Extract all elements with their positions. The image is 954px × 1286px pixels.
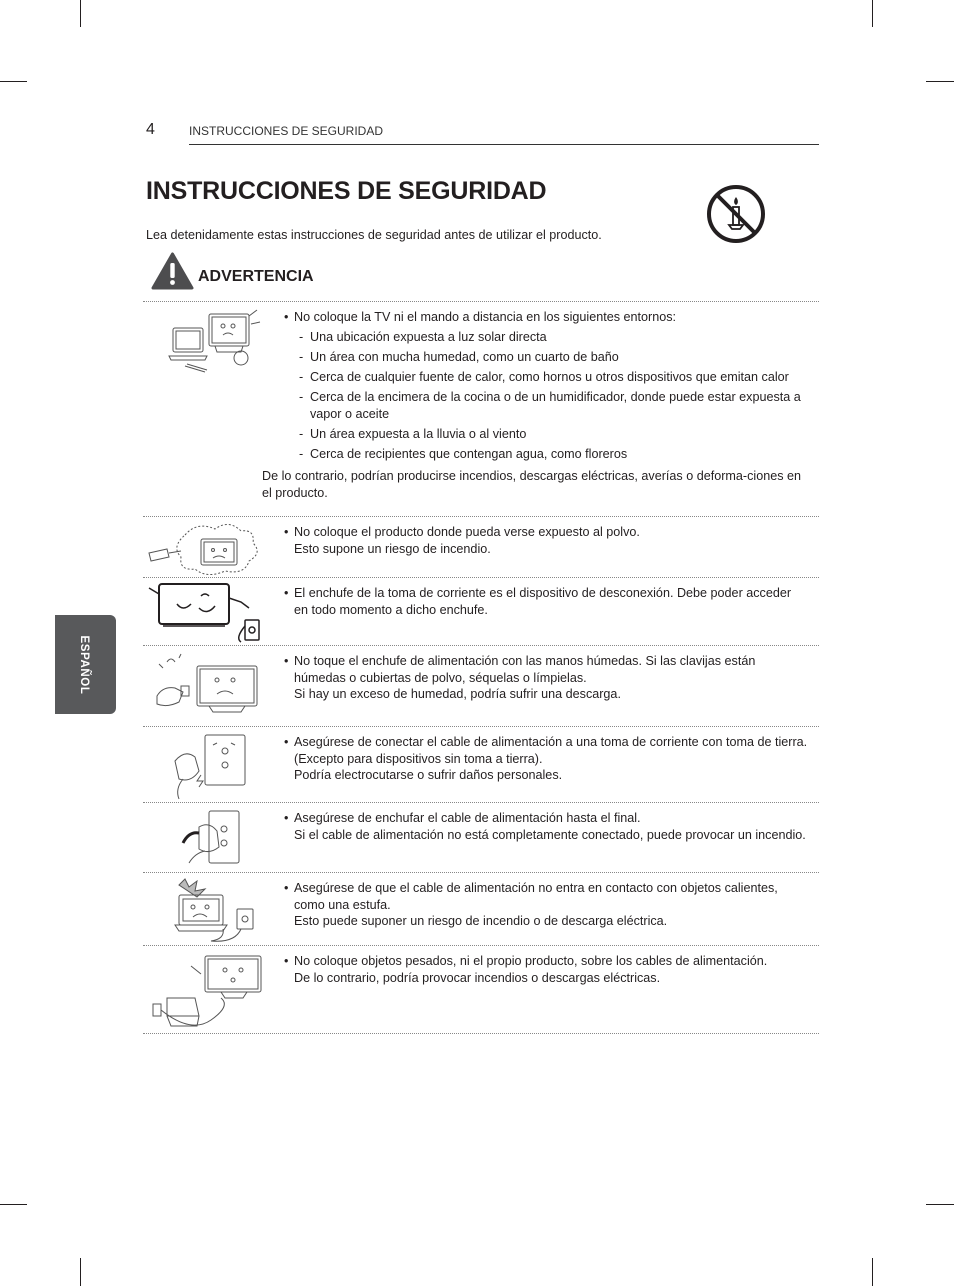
crop-mark [80, 1258, 81, 1286]
crop-mark [0, 1204, 27, 1205]
bullet-text: • No coloque objetos pesados, ni el propio producto, sobre los cables de alimentación. [278, 953, 808, 970]
crop-mark [926, 1204, 954, 1205]
bullet-text: • Asegúrese de enchufar el cable de alimentación hasta el final. [278, 810, 808, 827]
bullet-text: • No coloque la TV ni el mando a distancia en los siguientes entornos: [278, 309, 808, 326]
warning-text [278, 585, 808, 618]
crop-mark [926, 81, 954, 82]
bullet-text: • Asegúrese de que el cable de alimentación no entra en contacto con objetos calientes, como una estufa. [278, 880, 808, 913]
crop-mark [80, 0, 81, 27]
warning-row [143, 516, 819, 577]
crop-mark [872, 0, 873, 27]
plug-fully-illustration [179, 807, 243, 871]
warning-text [278, 810, 808, 843]
sub-item: - Una ubicación expuesta a luz solar directa [278, 329, 808, 346]
warning-row [143, 802, 819, 872]
no-candle-icon [705, 183, 767, 245]
warning-row [143, 645, 819, 726]
warning-row [143, 301, 819, 516]
sub-item: - Cerca de recipientes que contengan agua, como floreros [278, 446, 808, 463]
warning-row [143, 577, 819, 645]
sub-item: - Cerca de cualquier fuente de calor, como hornos u otros dispositivos que emitan calor [278, 369, 808, 386]
crop-mark [872, 1258, 873, 1286]
bullet-text: • Asegúrese de conectar el cable de alimentación a una toma de corriente con toma de tierra. (Excepto para dispositivos sin toma a tierra). [278, 734, 808, 767]
warning-row [143, 945, 819, 1034]
note-text: De lo contrario, podrían producirse incendios, descargas eléctricas, averías o deforma-ciones en el producto. [262, 469, 802, 500]
page-title: INSTRUCCIONES DE SEGURIDAD [146, 177, 547, 205]
warning-label: ADVERTENCIA [198, 268, 314, 285]
sub-item: - Un área expuesta a la lluvia o al viento [278, 426, 808, 443]
page-number: 4 [146, 121, 155, 138]
sub-item: - Cerca de la encimera de la cocina o de un humidificador, donde puede estar expuesta a vapor o aceite [278, 389, 808, 422]
dust-illustration [145, 521, 273, 579]
bullet-continuation: Podría electrocutarse o sufrir daños personales. [294, 768, 563, 782]
intro-text: Lea detenidamente estas instrucciones de seguridad antes de utilizar el producto. [146, 228, 602, 242]
language-tab [55, 615, 116, 714]
wet-hands-illustration [145, 650, 269, 722]
warning-text [262, 309, 808, 501]
tv-environment-illustration [145, 306, 265, 386]
crop-mark [0, 81, 27, 82]
language-tab-label: ESPAÑOL [78, 635, 90, 695]
warning-text [278, 734, 808, 784]
bullet-continuation: Si hay un exceso de humedad, podría sufrir una descarga. [294, 687, 621, 701]
warning-row [143, 726, 819, 802]
bullet-text: • No toque el enchufe de alimentación con las manos húmedas. Si las clavijas están húmedas o cubiertas de polvo, séquelas o límpielas. [278, 653, 808, 686]
warning-triangle-icon [151, 252, 194, 290]
grounding-plug-illustration [165, 731, 255, 801]
heater-cable-illustration [165, 877, 265, 945]
warning-text [278, 880, 808, 930]
running-header: INSTRUCCIONES DE SEGURIDAD [189, 124, 384, 138]
bullet-continuation: Esto puede suponer un riesgo de incendio o de descarga eléctrica. [294, 914, 668, 928]
sub-item: - Un área con mucha humedad, como un cuarto de baño [278, 349, 808, 366]
warning-row [143, 872, 819, 945]
bullet-continuation: De lo contrario, podría provocar incendios o descargas eléctricas. [294, 970, 661, 985]
bullet-continuation: Esto supone un riesgo de incendio. [294, 541, 491, 556]
bullet-continuation: Si el cable de alimentación no está completamente conectado, puede provocar un incendio. [294, 827, 806, 842]
plug-access-illustration [145, 582, 269, 644]
header-rule [189, 144, 819, 145]
warning-text [278, 653, 808, 703]
warning-text [278, 953, 808, 986]
heavy-object-cable-illustration [151, 950, 267, 1032]
bullet-text: • No coloque el producto donde pueda verse expuesto al polvo. [278, 524, 808, 541]
bullet-text: • El enchufe de la toma de corriente es el dispositivo de desconexión. Debe poder acceder en todo momento a dicho enchufe. [278, 585, 808, 618]
warning-text [278, 524, 808, 557]
